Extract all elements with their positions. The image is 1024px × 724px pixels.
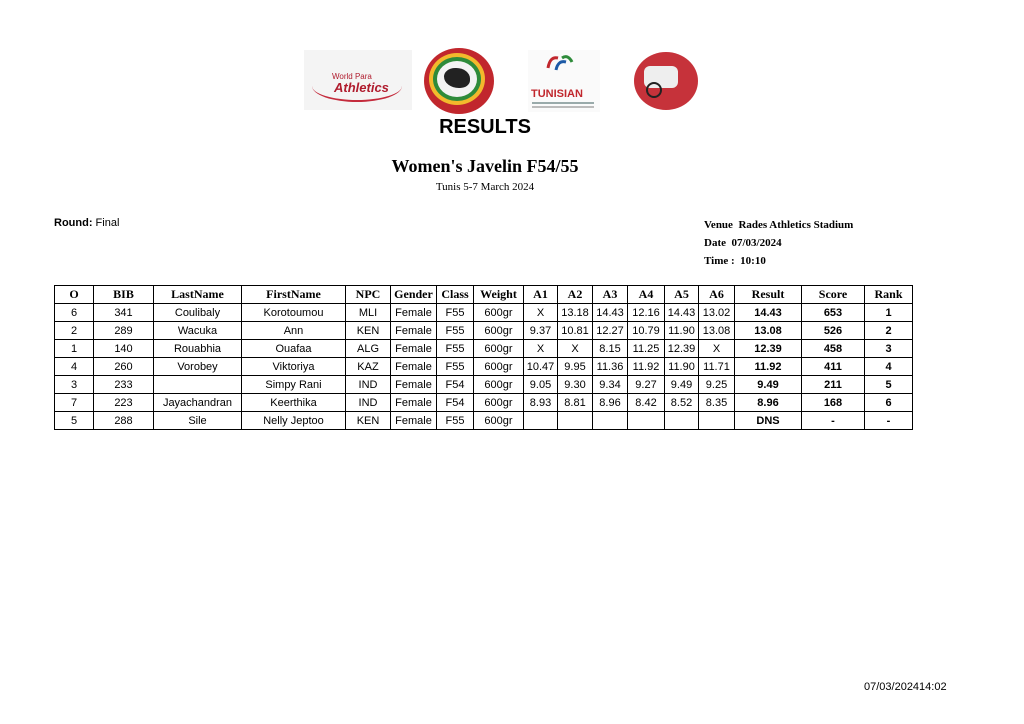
table-cell: 8.42 <box>628 394 665 412</box>
table-cell: 7 <box>55 394 94 412</box>
table-cell: KAZ <box>346 358 391 376</box>
table-cell: 600gr <box>474 394 524 412</box>
table-row <box>55 394 913 412</box>
table-cell: 9.95 <box>558 358 593 376</box>
table-cell: 2 <box>55 322 94 340</box>
table-cell: 600gr <box>474 340 524 358</box>
table-cell: X <box>524 304 558 322</box>
round-label: Round: <box>54 217 93 229</box>
table-cell: 289 <box>94 322 154 340</box>
table-cell: 9.27 <box>628 376 665 394</box>
table-row <box>55 358 913 376</box>
agitos-icon <box>544 52 574 74</box>
table-cell: Jayachandran <box>154 394 242 412</box>
table-cell: 288 <box>94 412 154 430</box>
table-cell <box>665 412 699 430</box>
table-cell: Female <box>391 412 437 430</box>
table-cell: 11.92 <box>735 358 802 376</box>
column-header: O <box>55 286 94 304</box>
results-heading: RESULTS <box>439 116 531 138</box>
table-cell: Vorobey <box>154 358 242 376</box>
table-cell <box>593 412 628 430</box>
table-cell: Female <box>391 394 437 412</box>
table-cell: 260 <box>94 358 154 376</box>
table-cell: X <box>699 340 735 358</box>
date-value: 07/03/2024 <box>731 237 782 249</box>
column-header: Class <box>437 286 474 304</box>
time-label: Time : <box>704 255 735 267</box>
table-cell: 12.39 <box>735 340 802 358</box>
table-cell: F55 <box>437 304 474 322</box>
table-cell: 9.30 <box>558 376 593 394</box>
event-logo <box>634 52 698 110</box>
table-cell: 14.43 <box>665 304 699 322</box>
table-cell: 11.36 <box>593 358 628 376</box>
table-cell: 8.52 <box>665 394 699 412</box>
logo-text: World Para <box>332 72 372 81</box>
table-cell: 600gr <box>474 358 524 376</box>
table-cell: Female <box>391 358 437 376</box>
time-value: 10:10 <box>740 255 766 267</box>
table-cell: F55 <box>437 412 474 430</box>
table-cell: 9.49 <box>665 376 699 394</box>
table-cell: 10.81 <box>558 322 593 340</box>
table-cell: Rouabhia <box>154 340 242 358</box>
table-cell: 13.08 <box>735 322 802 340</box>
table-cell: 600gr <box>474 322 524 340</box>
table-cell <box>628 412 665 430</box>
table-cell: 9.05 <box>524 376 558 394</box>
event-subtitle: Tunis 5-7 March 2024 <box>435 181 535 193</box>
column-header: A3 <box>593 286 628 304</box>
table-cell: 9.49 <box>735 376 802 394</box>
table-row <box>55 376 913 394</box>
table-row <box>55 412 913 430</box>
table-cell: 4 <box>55 358 94 376</box>
table-cell: Female <box>391 304 437 322</box>
table-cell: 1 <box>55 340 94 358</box>
table-cell: 8.93 <box>524 394 558 412</box>
column-header: BIB <box>94 286 154 304</box>
column-header: A1 <box>524 286 558 304</box>
table-cell: 10.79 <box>628 322 665 340</box>
table-cell: 13.02 <box>699 304 735 322</box>
results-table <box>54 285 913 430</box>
table-cell: 6 <box>865 394 913 412</box>
table-cell: 8.35 <box>699 394 735 412</box>
federation-emblem-logo <box>424 48 494 114</box>
table-cell: 14.43 <box>593 304 628 322</box>
table-cell: Nelly Jeptoo <box>242 412 346 430</box>
column-header: Rank <box>865 286 913 304</box>
column-header: A4 <box>628 286 665 304</box>
column-header: A6 <box>699 286 735 304</box>
table-cell: MLI <box>346 304 391 322</box>
table-cell: 8.96 <box>735 394 802 412</box>
table-cell: 600gr <box>474 304 524 322</box>
table-cell: 168 <box>802 394 865 412</box>
table-cell: 9.37 <box>524 322 558 340</box>
table-cell: 12.16 <box>628 304 665 322</box>
table-cell: KEN <box>346 412 391 430</box>
table-row <box>55 322 913 340</box>
table-cell <box>558 412 593 430</box>
table-cell: 13.08 <box>699 322 735 340</box>
table-cell: 411 <box>802 358 865 376</box>
table-cell: 5 <box>865 376 913 394</box>
table-cell: Female <box>391 322 437 340</box>
table-cell: 5 <box>55 412 94 430</box>
table-cell: 223 <box>94 394 154 412</box>
venue-info <box>704 216 853 270</box>
column-header: A2 <box>558 286 593 304</box>
round-info <box>54 217 119 229</box>
table-cell: 11.90 <box>665 322 699 340</box>
table-cell: IND <box>346 376 391 394</box>
column-header: NPC <box>346 286 391 304</box>
table-cell: Sile <box>154 412 242 430</box>
logo-text: Athletics <box>334 80 389 95</box>
table-cell: Korotoumou <box>242 304 346 322</box>
table-cell: 526 <box>802 322 865 340</box>
table-cell: 341 <box>94 304 154 322</box>
table-cell: X <box>558 340 593 358</box>
world-para-athletics-logo <box>304 50 412 110</box>
table-cell: Coulibaly <box>154 304 242 322</box>
table-cell: 458 <box>802 340 865 358</box>
table-cell <box>524 412 558 430</box>
table-cell: 600gr <box>474 376 524 394</box>
table-cell: 3 <box>55 376 94 394</box>
table-cell: 8.96 <box>593 394 628 412</box>
table-cell: Keerthika <box>242 394 346 412</box>
event-title: Women's Javelin F54/55 <box>391 156 579 176</box>
column-header: Result <box>735 286 802 304</box>
table-cell: 6 <box>55 304 94 322</box>
table-cell: 2 <box>865 322 913 340</box>
column-header: LastName <box>154 286 242 304</box>
column-header: FirstName <box>242 286 346 304</box>
table-cell: 13.18 <box>558 304 593 322</box>
table-cell: Female <box>391 376 437 394</box>
table-cell <box>154 376 242 394</box>
table-cell: F54 <box>437 394 474 412</box>
table-cell <box>699 412 735 430</box>
table-header-row <box>55 286 913 304</box>
table-cell: 8.15 <box>593 340 628 358</box>
round-value: Final <box>95 217 120 229</box>
logo-text: TUNISIAN <box>531 88 583 100</box>
logo-strip <box>300 46 720 116</box>
table-cell: Ann <box>242 322 346 340</box>
table-cell: DNS <box>735 412 802 430</box>
table-cell: F55 <box>437 322 474 340</box>
table-cell: 11.25 <box>628 340 665 358</box>
table-cell: Viktoriya <box>242 358 346 376</box>
table-cell: Ouafaa <box>242 340 346 358</box>
column-header: A5 <box>665 286 699 304</box>
table-cell: 233 <box>94 376 154 394</box>
table-cell: IND <box>346 394 391 412</box>
wheelchair-icon <box>646 82 662 98</box>
table-cell: F54 <box>437 376 474 394</box>
column-header: Score <box>802 286 865 304</box>
table-cell: 9.34 <box>593 376 628 394</box>
table-cell: 12.39 <box>665 340 699 358</box>
table-cell: KEN <box>346 322 391 340</box>
print-timestamp: 07/03/202414:02 <box>864 681 947 693</box>
table-cell: 140 <box>94 340 154 358</box>
table-cell: F55 <box>437 358 474 376</box>
table-cell: 4 <box>865 358 913 376</box>
table-cell: 12.27 <box>593 322 628 340</box>
table-cell: 9.25 <box>699 376 735 394</box>
table-cell: - <box>802 412 865 430</box>
table-cell: 11.90 <box>665 358 699 376</box>
table-cell: 3 <box>865 340 913 358</box>
table-cell: 211 <box>802 376 865 394</box>
table-cell: Simpy Rani <box>242 376 346 394</box>
table-cell: Female <box>391 340 437 358</box>
column-header: Gender <box>391 286 437 304</box>
table-row <box>55 340 913 358</box>
dove-icon <box>444 68 470 88</box>
table-cell: X <box>524 340 558 358</box>
date-label: Date <box>704 237 726 249</box>
table-row <box>55 304 913 322</box>
table-cell: 10.47 <box>524 358 558 376</box>
table-cell: - <box>865 412 913 430</box>
table-cell: 14.43 <box>735 304 802 322</box>
venue-label: Venue <box>704 219 733 231</box>
table-cell: Wacuka <box>154 322 242 340</box>
venue-value: Rades Athletics Stadium <box>738 219 854 231</box>
table-cell: F55 <box>437 340 474 358</box>
table-cell: 8.81 <box>558 394 593 412</box>
table-cell: 1 <box>865 304 913 322</box>
table-cell: ALG <box>346 340 391 358</box>
column-header: Weight <box>474 286 524 304</box>
tunisian-npc-logo <box>528 50 600 112</box>
table-cell: 11.92 <box>628 358 665 376</box>
table-cell: 653 <box>802 304 865 322</box>
table-cell: 11.71 <box>699 358 735 376</box>
table-cell: 600gr <box>474 412 524 430</box>
